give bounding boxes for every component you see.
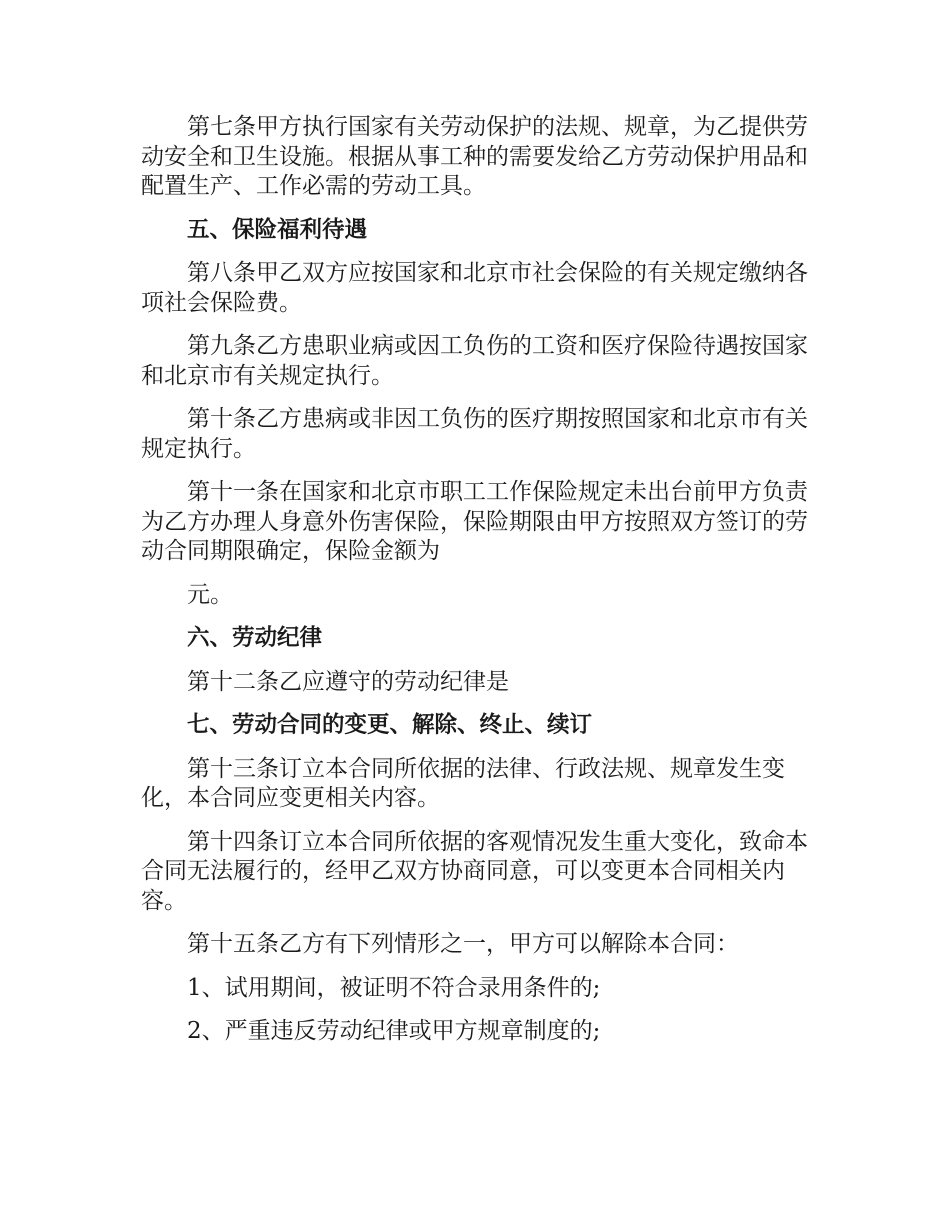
article-15-item-1: 1、试用期间，被证明不符合录用条件的; [187, 974, 601, 1001]
article-11-amount-unit: 元。 [187, 581, 233, 608]
article-13: 第十三条订立本合同所依据的法律、行政法规、规章发生变化，本合同应变更相关内容。 [141, 755, 785, 811]
article-9: 第九条乙方患职业病或因工负伤的工资和医疗保险待遇按国家和北京市有关规定执行。 [141, 333, 808, 389]
article-7: 第七条甲方执行国家有关劳动保护的法规、规章，为乙提供劳动安全和卫生设施。根据从事工种的需要发给乙方劳动保护用品和配置生产、工作必需的劳动工具。 [141, 114, 808, 199]
article-15-item-2: 2、严重违反劳动纪律或甲方规章制度的; [187, 1018, 601, 1044]
article-15: 第十五条乙方有下列情形之一，甲方可以解除本合同： [187, 931, 739, 957]
section-heading-labor-discipline: 六、劳动纪律 [187, 625, 323, 651]
document-body [141, 113, 813, 1061]
section-heading-insurance-welfare: 五、保险福利待遇 [187, 216, 368, 243]
article-12: 第十二条乙应遵守的劳动纪律是 [187, 668, 509, 695]
section-heading-contract-changes: 七、劳动合同的变更、解除、终止、续订 [187, 712, 593, 738]
article-8: 第八条甲乙双方应按国家和北京市社会保险的有关规定缴纳各项社会保险费。 [141, 260, 808, 316]
article-14: 第十四条订立本合同所依据的客观情况发生重大变化，致命本合同无法履行的，经甲乙双方协商同意，可以变更本合同相关内容。 [141, 828, 808, 914]
article-11: 第十一条在国家和北京市职工工作保险规定未出台前甲方负责为乙方办理人身意外伤害保险，保险期限由甲方按照双方签订的劳动合同期限确定，保险金额为 [141, 479, 808, 564]
article-10: 第十条乙方患病或非因工负伤的医疗期按照国家和北京市有关规定执行。 [141, 406, 808, 462]
